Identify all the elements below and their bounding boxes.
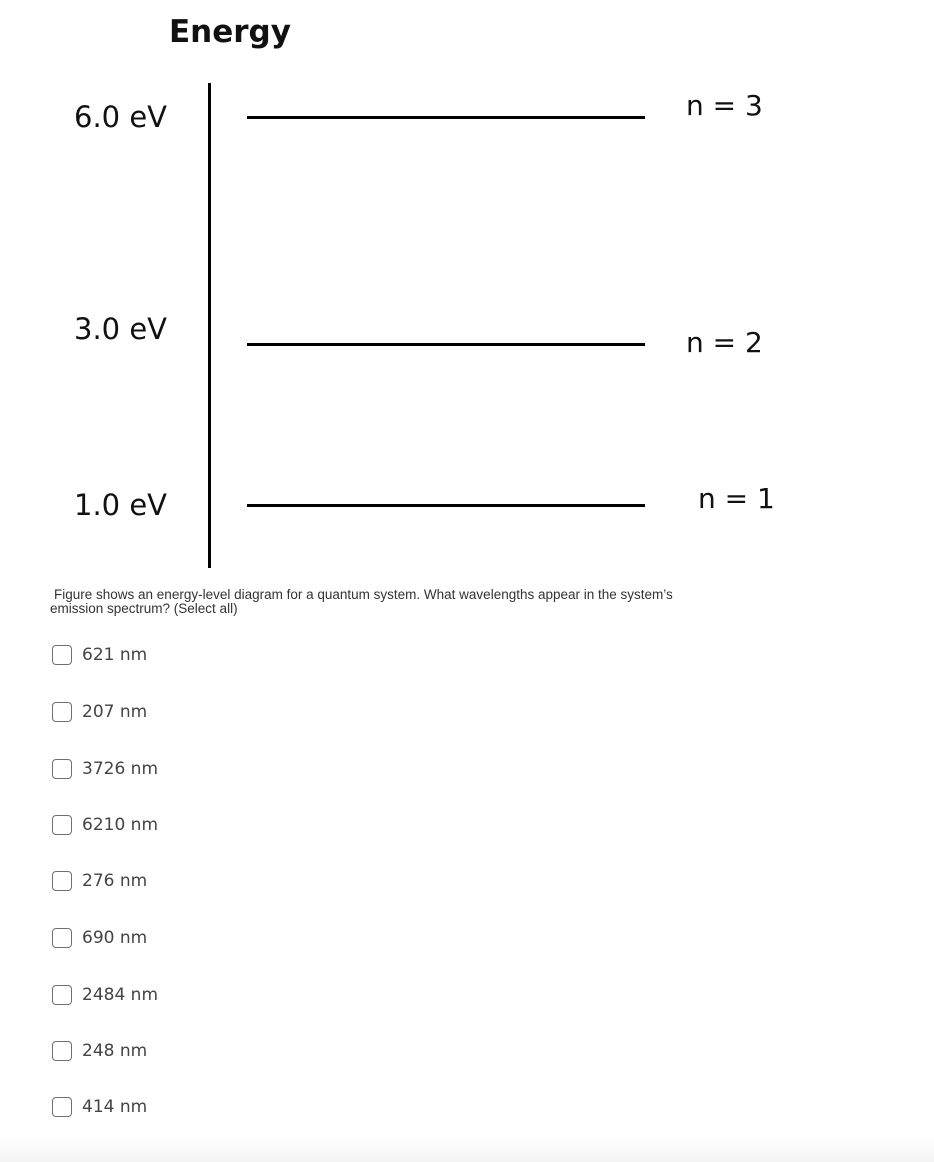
option-621-nm[interactable] xyxy=(52,645,147,665)
option-label: 2484 nm xyxy=(82,985,159,1005)
checkbox[interactable] xyxy=(52,1097,72,1117)
checkbox[interactable] xyxy=(52,759,72,779)
option-2484-nm[interactable] xyxy=(52,985,158,1005)
energy-label-n1: 1.0 eV xyxy=(74,488,168,522)
energy-label-n2: 3.0 eV xyxy=(74,312,168,346)
checkbox[interactable] xyxy=(52,815,72,835)
option-label: 207 nm xyxy=(82,702,148,722)
checkbox[interactable] xyxy=(52,928,72,948)
level-name-n1: n = 1 xyxy=(698,482,775,515)
option-label: 248 nm xyxy=(82,1041,148,1061)
option-690-nm[interactable] xyxy=(52,928,147,948)
option-6210-nm[interactable] xyxy=(52,815,158,835)
level-name-n3: n = 3 xyxy=(686,89,763,122)
question-line-1: Figure shows an energy-level diagram for a quantum system. What wavelengths appear in the system’s xyxy=(54,587,673,602)
option-276-nm[interactable] xyxy=(52,871,147,891)
energy-level-line-n1 xyxy=(247,504,645,507)
energy-level-line-n3 xyxy=(247,116,645,119)
energy-label-n3: 6.0 eV xyxy=(74,100,168,134)
bottom-fade xyxy=(0,1138,934,1162)
checkbox[interactable] xyxy=(52,702,72,722)
option-label: 3726 nm xyxy=(82,759,159,779)
option-207-nm[interactable] xyxy=(52,702,147,722)
energy-level-line-n2 xyxy=(247,343,645,346)
option-label: 690 nm xyxy=(82,928,148,948)
option-414-nm[interactable] xyxy=(52,1097,147,1117)
option-label: 276 nm xyxy=(82,871,148,891)
checkbox[interactable] xyxy=(52,871,72,891)
checkbox[interactable] xyxy=(52,985,72,1005)
question-line-2: emission spectrum? (Select all) xyxy=(50,601,238,616)
checkbox[interactable] xyxy=(52,1041,72,1061)
option-label: 621 nm xyxy=(82,645,148,665)
diagram-title: Energy xyxy=(169,14,291,50)
energy-axis xyxy=(208,83,211,568)
checkbox[interactable] xyxy=(52,645,72,665)
option-label: 6210 nm xyxy=(82,815,159,835)
level-name-n2: n = 2 xyxy=(686,326,763,359)
option-label: 414 nm xyxy=(82,1097,148,1117)
option-248-nm[interactable] xyxy=(52,1041,147,1061)
option-3726-nm[interactable] xyxy=(52,759,158,779)
question-text xyxy=(50,588,770,616)
